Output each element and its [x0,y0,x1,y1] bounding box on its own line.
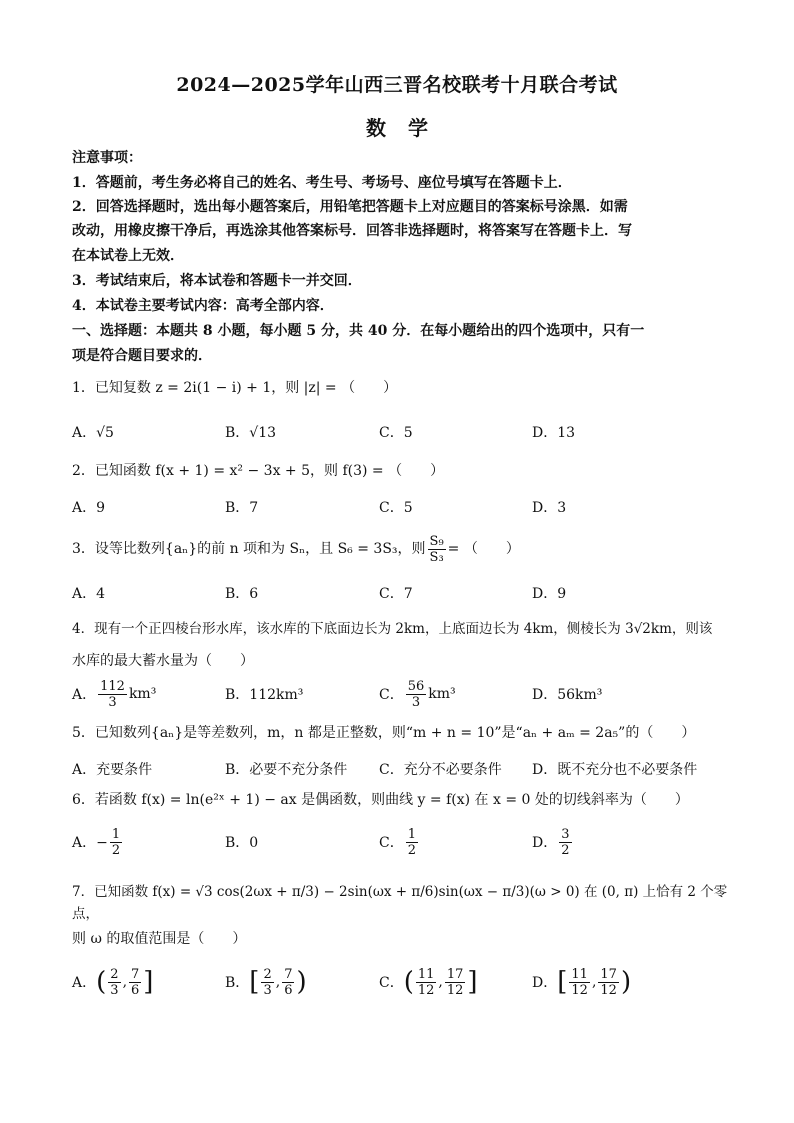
q2-option-b: B．7 [225,500,259,516]
q1-option-a: A．√5 [72,425,114,441]
question-2-options [72,492,722,522]
q3-stem-pre: 3．设等比数列{aₙ}的前 n 项和为 Sₙ，且 S₆ = 3S₃，则 [72,541,426,557]
q1-option-d: D．13 [532,425,576,441]
q6-option-b: B．0 [225,835,259,851]
q4-option-a: A． $\frac{112}{3}$ km³ [72,678,157,710]
q6-option-c: C． $\frac{1}{2}$ [379,826,416,858]
q6-option-a: A．− $\frac{1}{2}$ [72,826,121,858]
question-4-stem-a: 4．现有一个正四棱台形水库，该水库的下底面边长为 2km，上底面边长为 4km，侧棱长为 3√2km，则该 [72,621,713,637]
q3-option-a: A．4 [72,586,106,602]
question-7-stem-b: 则 ω 的取值范围是（ ） [72,931,247,947]
section-one-intro-a: 一、选择题：本题共 8 小题，每小题 5 分，共 40 分．在每小题给出的四个选项中，只有一 [72,323,645,339]
q3-stem-post: = （ ） [447,541,520,557]
q3-frac-num: S₉ [429,533,444,549]
q4-option-c: C． $\frac{56}{3}$ km³ [379,678,456,710]
question-7-options [72,962,722,1002]
exam-title: 2024—2025学年山西三晋名校联考十月联合考试 [176,74,618,96]
section-one-intro-b: 项是符合题目要求的． [72,348,212,364]
q4-option-b: B．112km³ [225,687,304,703]
q1-option-b: B．√13 [225,425,277,441]
q1-option-c: C．5 [379,425,413,441]
q2-option-a: A．9 [72,500,106,516]
q7-option-b: B． [ $\frac{2}{3}$ , $\frac{7}{6}$ ) [225,966,307,998]
notice-item-2a: 2．回答选择题时，选出每小题答案后，用铅笔把答题卡上对应题目的答案标号涂黑．如需 [72,199,628,215]
question-4-options [72,676,722,712]
notice-heading: 注意事项： [72,150,142,166]
notice-item-4: 4．本试卷主要考试内容：高考全部内容． [72,298,334,314]
q3-fraction [428,534,446,565]
q2-option-c: C．5 [379,500,413,516]
question-5-stem: 5．已知数列{aₙ}是等差数列，m，n 都是正整数，则“m + n = 10”是“aₙ + aₘ = 2a₅”的（ ） [72,725,696,741]
q3-frac-den: S₃ [429,549,444,565]
question-2-stem: 2．已知函数 f(x + 1) = x² − 3x + 5，则 f(3) = （ ） [72,463,445,479]
question-4-stem-b: 水库的最大蓄水量为（ ） [72,653,254,669]
question-6-options [72,824,722,860]
notice-item-2c: 在本试卷上无效． [72,248,184,264]
subject-title: 数学 [366,116,450,140]
notice-item-3: 3．考试结束后，将本试卷和答题卡一并交回． [72,273,362,289]
q7-option-d: D． [ $\frac{11}{12}$ , $\frac{17}{12}$ ) [532,966,632,998]
q5-option-a: A．充要条件 [72,762,153,778]
q4-a-fraction: $\frac{112}{3}$ [100,678,125,710]
q2-option-d: D．3 [532,500,567,516]
question-6-stem: 6．若函数 f(x) = ln(e²ˣ + 1) − ax 是偶函数，则曲线 y = f(x) 在 x = 0 处的切线斜率为（ ） [72,792,689,808]
q4-option-d: D．56km³ [532,687,603,703]
q7-option-c: C． ( $\frac{11}{12}$ , $\frac{17}{12}$ ] [379,966,478,998]
q5-option-c: C．充分不必要条件 [379,762,502,778]
q3-option-d: D．9 [532,586,567,602]
q5-option-b: B．必要不充分条件 [225,762,348,778]
q3-option-c: C．7 [379,586,413,602]
q6-option-d: D． $\frac{3}{2}$ [532,826,570,858]
question-5-options [72,754,722,784]
q4-c-fraction: $\frac{56}{3}$ [407,678,425,710]
question-3-options [72,578,722,608]
question-1-options [72,417,722,447]
question-1-stem: 1．已知复数 z = 2i(1 − i) + 1，则 |z| = （ ） [72,380,398,396]
question-7-stem-a: 7．已知函数 f(x) = √3 cos(2ωx + π/3) − 2sin(ωx + π/6)sin(ωx − π/3)(ω > 0) 在 (0, π) 上恰有 2 个零点， [72,884,728,922]
notice-item-1: 1．答题前，考生务必将自己的姓名、考生号、考场号、座位号填写在答题卡上． [72,175,572,191]
notice-item-2b: 改动，用橡皮擦干净后，再选涂其他答案标号．回答非选择题时，将答案写在答题卡上．写 [72,223,632,239]
q5-option-d: D．既不充分也不必要条件 [532,762,698,778]
question-3-stem [72,530,722,568]
q3-option-b: B．6 [225,586,259,602]
q7-option-a: A． ( $\frac{2}{3}$ , $\frac{7}{6}$ ] [72,966,154,998]
